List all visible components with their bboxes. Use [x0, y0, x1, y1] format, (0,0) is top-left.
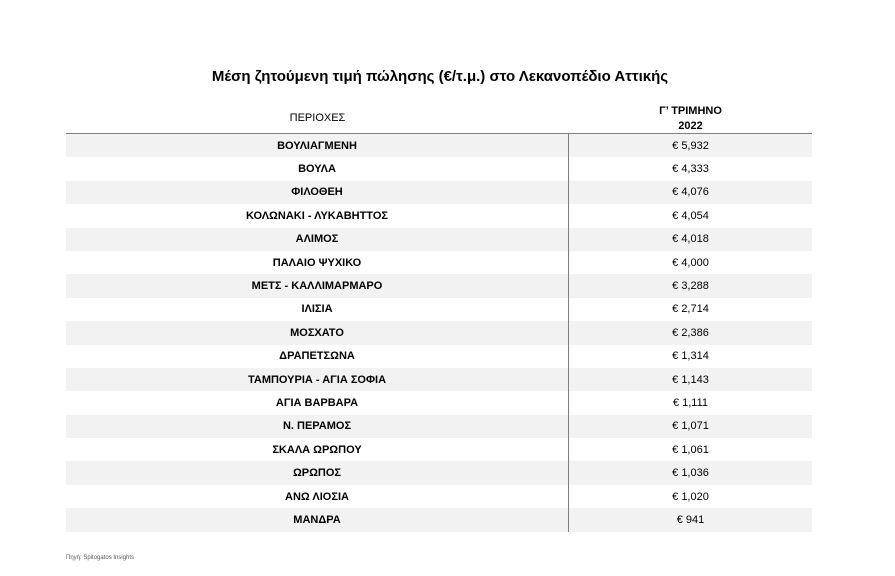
table-row — [66, 368, 812, 391]
area-cell: ΜΟΣΧΑΤΟ — [66, 321, 569, 344]
table-row — [66, 181, 812, 204]
price-cell: € 2,386 — [672, 326, 709, 339]
price-cell: € 1,111 — [672, 396, 709, 409]
area-cell: ΔΡΑΠΕΤΣΩΝΑ — [66, 345, 569, 368]
column-header-quarter-line2: 2022 — [678, 120, 703, 132]
table-row — [66, 228, 812, 251]
area-cell: ΑΝΩ ΛΙΟΣΙΑ — [66, 485, 569, 508]
column-header-quarter-line1: Γ’ ΤΡΙΜΗΝΟ — [659, 105, 722, 117]
table-row — [66, 345, 812, 368]
table-row — [66, 415, 812, 438]
column-header-area: ΠΕΡΙΟΧΕΣ — [289, 112, 346, 124]
price-cell: € 4,333 — [672, 163, 709, 176]
source-note: Πηγή: Spitogatos Insights — [66, 555, 135, 561]
area-cell: ΒΟΥΛΑ — [66, 157, 569, 180]
table-row — [66, 134, 812, 157]
price-cell: € 2,714 — [672, 303, 709, 316]
table-row — [66, 485, 812, 508]
table-header — [66, 102, 812, 134]
price-cell: € 1,314 — [672, 350, 709, 363]
table-row — [66, 157, 812, 180]
table-row — [66, 321, 812, 344]
table-row — [66, 251, 812, 274]
price-cell: € 1,061 — [672, 443, 709, 456]
area-cell: ΒΟΥΛΙΑΓΜΕΝΗ — [66, 134, 569, 157]
area-cell: ΑΓΙΑ ΒΑΡΒΑΡΑ — [66, 391, 569, 414]
area-cell: Ν. ΠΕΡΑΜΟΣ — [66, 415, 569, 438]
area-cell: ΩΡΩΠΟΣ — [66, 461, 569, 484]
table-row — [66, 204, 812, 227]
price-cell: € 1,143 — [672, 373, 709, 386]
price-cell: € 4,018 — [672, 233, 709, 246]
price-cell: € 1,020 — [672, 490, 709, 503]
column-header-quarter — [569, 104, 812, 134]
area-cell: ΜΕΤΣ - ΚΑΛΛΙΜΑΡΜΑΡΟ — [66, 274, 569, 297]
price-table — [66, 134, 812, 532]
area-cell: ΤΑΜΠΟΥΡΙΑ - ΑΓΙΑ ΣΟΦΙΑ — [66, 368, 569, 391]
area-cell: ΜΑΝΔΡΑ — [66, 508, 569, 531]
area-cell: ΚΟΛΩΝΑΚΙ - ΛΥΚΑΒΗΤΤΟΣ — [66, 204, 569, 227]
price-cell: € 4,054 — [672, 209, 709, 222]
price-cell: € 941 — [676, 513, 705, 526]
area-cell: ΣΚΑΛΑ ΩΡΩΠΟΥ — [66, 438, 569, 461]
price-cell: € 1,071 — [672, 420, 709, 433]
price-cell: € 1,036 — [672, 467, 709, 480]
table-row — [66, 508, 812, 531]
page-title: Μέση ζητούμενη τιμή πώλησης (€/τ.μ.) στο Λεκανοπέδιο Αττικής — [211, 68, 669, 85]
table-row — [66, 298, 812, 321]
price-cell: € 3,288 — [672, 280, 709, 293]
table-row — [66, 391, 812, 414]
table-row — [66, 274, 812, 297]
table-row — [66, 461, 812, 484]
price-cell: € 4,000 — [672, 256, 709, 269]
table-row — [66, 438, 812, 461]
area-cell: ΠΑΛΑΙΟ ΨΥΧΙΚΟ — [66, 251, 569, 274]
price-cell: € 5,932 — [672, 139, 709, 152]
area-cell: ΙΛΙΣΙΑ — [66, 298, 569, 321]
area-cell: ΑΛΙΜΟΣ — [66, 228, 569, 251]
price-cell: € 4,076 — [672, 186, 709, 199]
area-cell: ΦΙΛΟΘΕΗ — [66, 181, 569, 204]
